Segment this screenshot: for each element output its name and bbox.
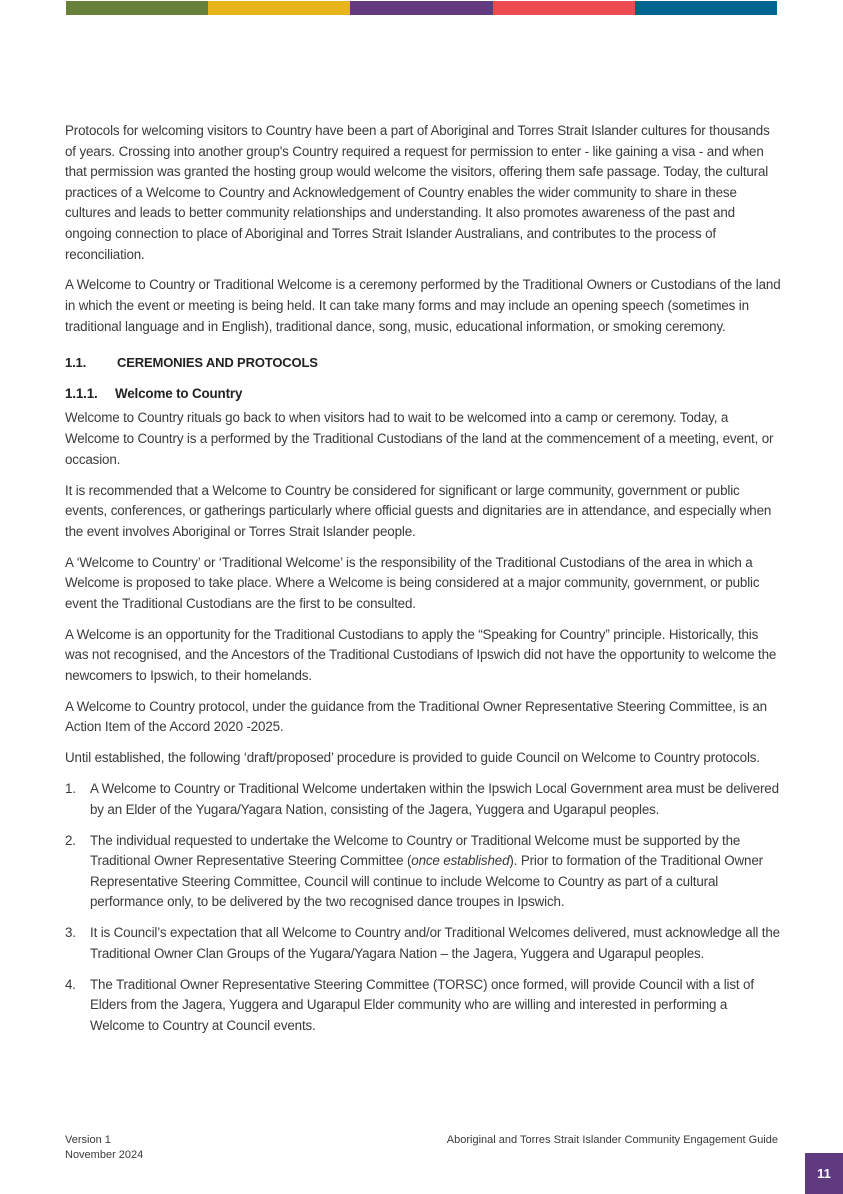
body-paragraph: Until established, the following ‘draft/proposed’ procedure is provided to guide Council on Welcome to Country protocols. [65, 750, 760, 766]
list-item-number: 2. [65, 832, 76, 848]
body-paragraph: A Welcome to Country protocol, under the guidance from the Traditional Owner Representative Steering Committee, is an Action Item of the Accord 2020 -2025. [65, 698, 767, 735]
list-item [65, 923, 781, 964]
color-bar-red [493, 1, 635, 15]
list-item [65, 779, 781, 820]
page-number-badge: 11 [805, 1153, 843, 1194]
list-item-text: It is Council’s expectation that all Welcome to Country and/or Traditional Welcomes delivered, must acknowledge all the Traditional Owner Clan Groups of the Yugara/Yagara Nation – the Jagera, Yuggera and Ugarapul peoples. [90, 925, 780, 961]
body-paragraph: A ‘Welcome to Country’ or ‘Traditional Welcome’ is the responsibility of the Traditional Custodians of the area in which a Welcome is proposed to take place. Where a Welcome is being considered at a major community, government, or public event the Traditional Custodians are the first to be consulted. [65, 554, 760, 611]
body-paragraph: It is recommended that a Welcome to Country be considered for significant or large community, government or public events, conferences, or gatherings particularly where official guests and dignitaries are in attendance, and especially when the event involves Aboriginal or Torres Strait Islander people. [65, 482, 772, 539]
color-bar-purple [350, 1, 492, 15]
footer-version-info [65, 1133, 143, 1162]
procedure-list [65, 779, 781, 1036]
subsection-title: Welcome to Country [115, 385, 243, 401]
list-item-text: A Welcome to Country or Traditional Welcome undertaken within the Ipswich Local Government area must be delivered by an Elder of the Yugara/Yagara Nation, consisting of the Jagera, Yuggera and Ugarapul peoples. [90, 781, 779, 817]
intro-paragraph: A Welcome to Country or Traditional Welcome is a ceremony performed by the Traditional Owners or Custodians of the land in which the event or meeting is being held. It can take many forms and may include an opening speech (sometimes in traditional language and in English), traditional dance, song, music, educational information, or smoking ceremony. [65, 277, 781, 334]
list-item-text-part: ). Prior to formation of the Traditional Owner Representative Steering Committee, Council will continue to include Welcome to Country as part of a cultural performance only, to be delivered by the two recognised dance troupes in Ipswich. [90, 853, 763, 910]
list-item-number: 4. [65, 976, 76, 992]
subsection-number: 1.1.1. [65, 385, 98, 401]
footer-version: Version 1 [65, 1134, 111, 1146]
body-paragraph: A Welcome is an opportunity for the Traditional Custodians to apply the “Speaking for Country” principle. Historically, this was not recognised, and the Ancestors of the Traditional Custodians of Ipswich did not have the opportunity to welcome the newcomers to Ipswich, to their homelands. [65, 626, 777, 683]
header-color-bar [66, 1, 777, 15]
section-title: CEREMONIES AND PROTOCOLS [117, 355, 318, 371]
list-item-number: 1. [65, 781, 76, 797]
section-heading [65, 353, 781, 374]
list-item [65, 975, 781, 1037]
subsection-heading [65, 384, 781, 405]
footer-document-title: Aboriginal and Torres Strait Islander Community Engagement Guide [446, 1134, 778, 1146]
color-bar-green [66, 1, 208, 15]
list-item [65, 831, 781, 913]
color-bar-blue [635, 1, 777, 15]
footer-date: November 2024 [65, 1148, 144, 1161]
body-paragraph: Welcome to Country rituals go back to when visitors had to wait to be welcomed into a camp or ceremony. Today, a Welcome to Country is a performed by the Traditional Custodians of the land at the commencement of a meeting, event, or occasion. [65, 410, 774, 467]
list-item-text: The Traditional Owner Representative Steering Committee (TORSC) once formed, will provide Council with a list of Elders from the Jagera, Yuggera and Ugarapul Elder community who are willing and interested in performing a Welcome to Country at Council events. [90, 976, 754, 1033]
list-item-text-part: The individual requested to undertake the Welcome to Country or Traditional Welcome must be supported by the Traditional Owner Representative Steering Committee ( [90, 832, 741, 869]
section-number: 1.1. [65, 355, 87, 371]
page-body [65, 121, 781, 1047]
intro-paragraph: Protocols for welcoming visitors to Country have been a part of Aboriginal and Torres Strait Islander cultures for thousands of years. Crossing into another group's Country required a request for permission to enter - like gaining a visa - and when that permission was granted the hosting group would welcome the visitors, offering them safe passage. Today, the cultural practices of a Welcome to Country and Acknowledgement of Country enables the wider community to share in these cultures and leads to better community relationships and understanding. It also promotes awareness of the past and ongoing connection to place of Aboriginal and Torres Strait Islander Australians, and contributes to the process of reconciliation. [65, 123, 770, 262]
list-item-italic-text: once established [411, 853, 510, 869]
list-item-text [90, 831, 781, 913]
list-item-number: 3. [65, 925, 76, 941]
color-bar-yellow [208, 1, 350, 15]
